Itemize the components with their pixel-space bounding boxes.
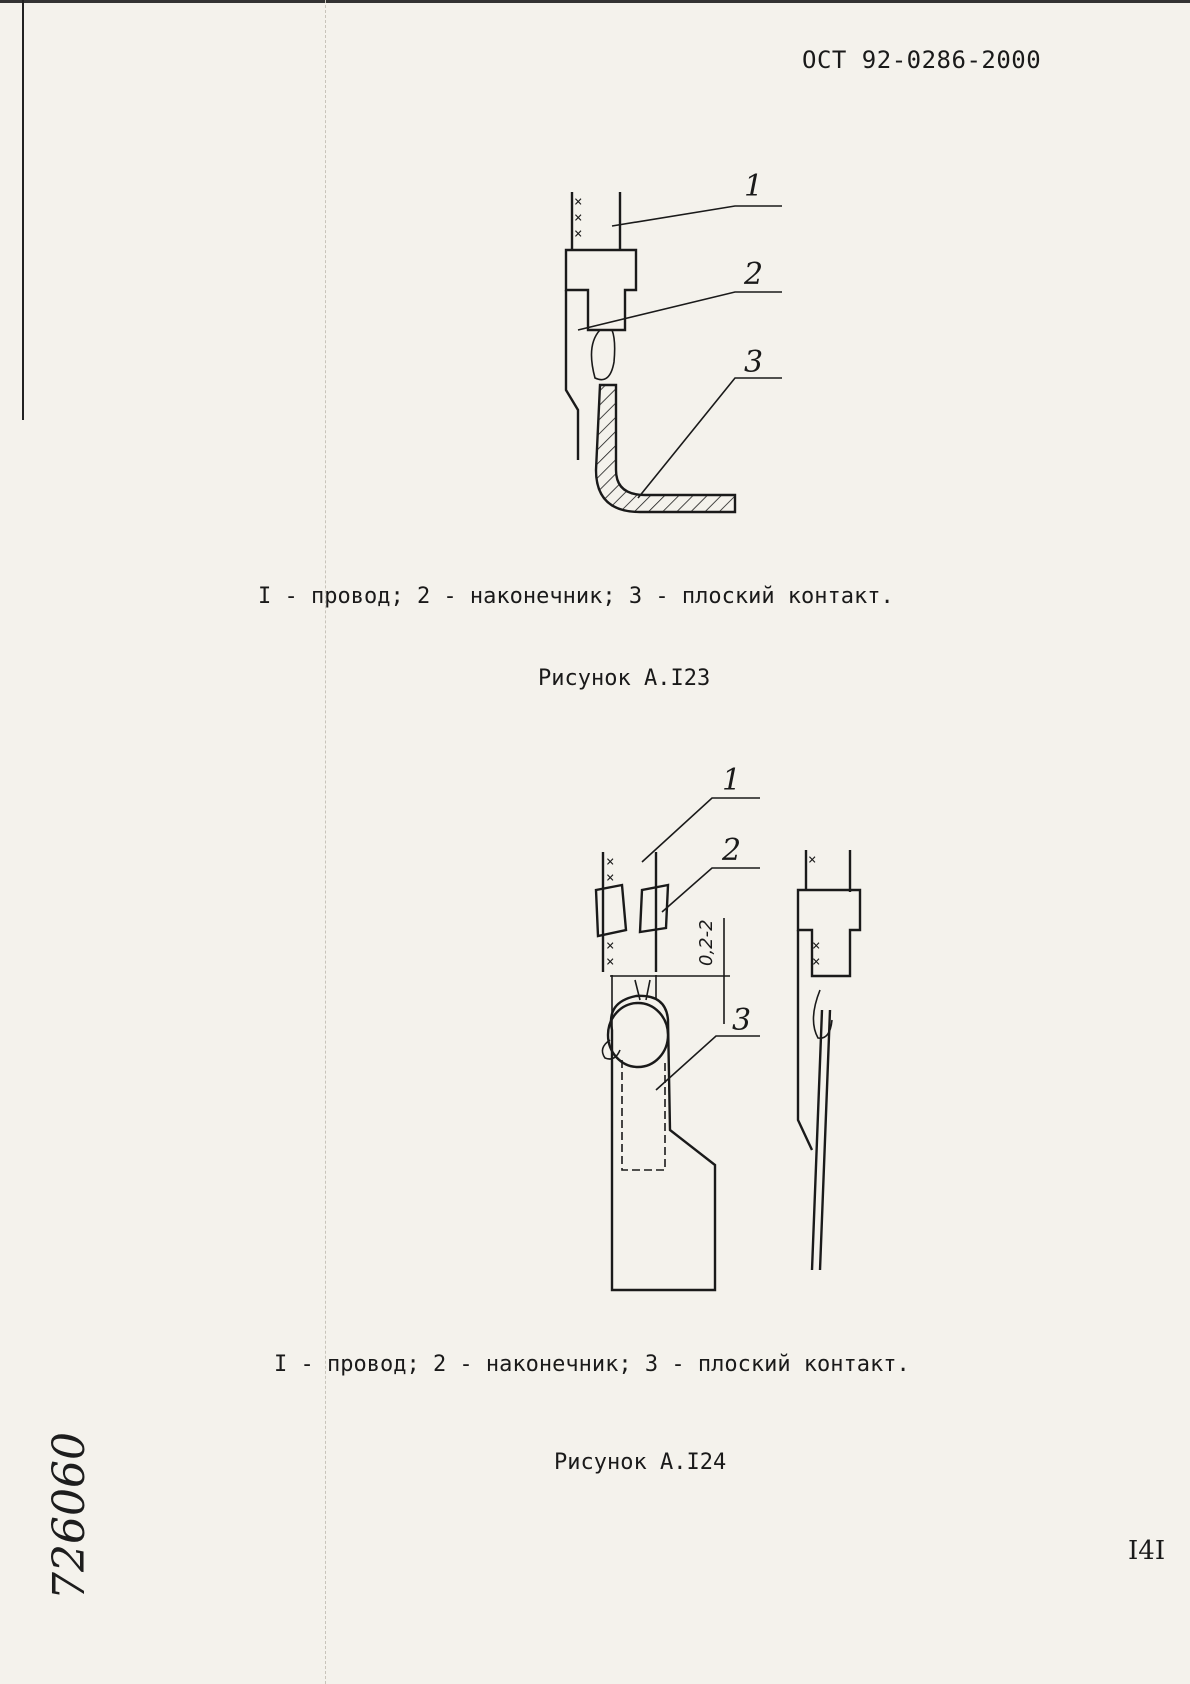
dimension-label: 0,2-2 [696, 919, 717, 966]
dimension-0-2-2 [610, 918, 730, 1024]
stamp-number: 726060 [44, 1432, 95, 1600]
figure-124-legend: I - провод; 2 - наконечник; 3 - плоский контакт. [274, 1352, 910, 1377]
svg-text:×: × [574, 226, 583, 242]
label-2: 2 [744, 257, 764, 292]
side-view [798, 850, 860, 1270]
svg-text:×: × [606, 870, 615, 886]
figure-123-legend: I - провод; 2 - наконечник; 3 - плоский контакт. [258, 584, 894, 609]
label-1-fig124: 1 [722, 763, 742, 798]
label-3-fig124: 3 [732, 1003, 752, 1038]
label-1: 1 [744, 169, 764, 204]
figure-123-caption: Рисунок А.I23 [538, 666, 711, 691]
inventory-stamp [44, 1432, 184, 1680]
svg-text:×: × [606, 954, 615, 970]
svg-text:×: × [812, 938, 821, 954]
label-2-fig124: 2 [722, 833, 742, 868]
leader-1-fig124 [642, 798, 760, 862]
svg-text:×: × [574, 194, 583, 210]
figure-124-caption: Рисунок А.I24 [554, 1450, 727, 1475]
svg-text:×: × [812, 954, 821, 970]
document-code: ОСТ 92-0286-2000 [802, 46, 1042, 74]
flat-contact-3-front [602, 980, 715, 1290]
leader-3-fig124 [656, 1036, 760, 1090]
svg-text:×: × [606, 854, 615, 870]
svg-text:×: × [808, 852, 817, 868]
svg-text:×: × [574, 210, 583, 226]
wire-1-front [603, 852, 656, 972]
page-number: I4I [1128, 1536, 1166, 1566]
leader-2-fig124 [662, 868, 760, 912]
label-3: 3 [744, 345, 764, 380]
svg-text:×: × [606, 938, 615, 954]
